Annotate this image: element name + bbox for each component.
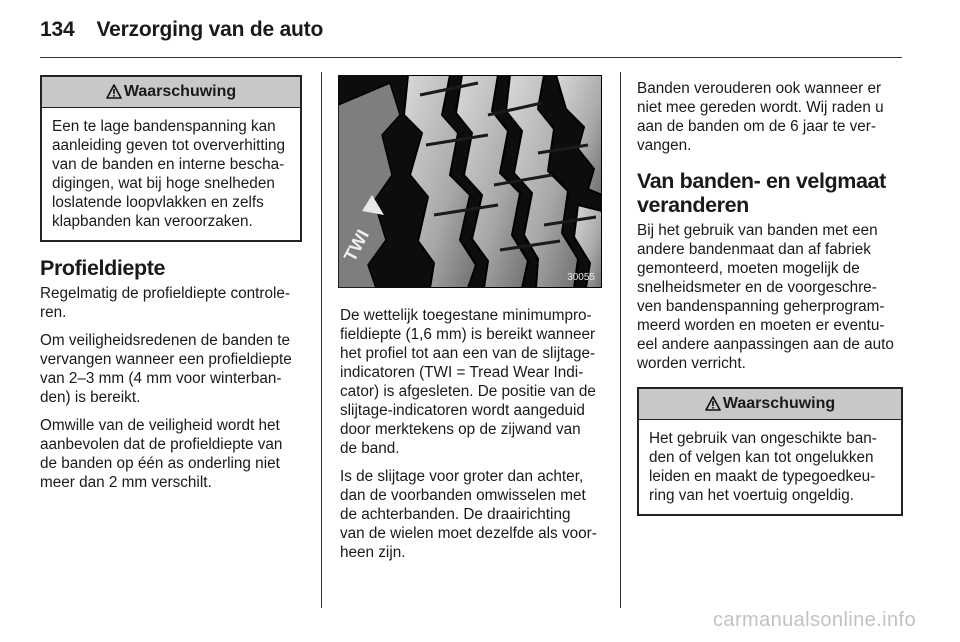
text-line: eel andere aanpassingen aan de auto bbox=[637, 336, 894, 353]
figure-code: 30055 bbox=[567, 272, 595, 283]
text-line: de achterbanden. De draairichting bbox=[340, 506, 571, 523]
text-line: andere bandenmaat dan af fabriek bbox=[637, 241, 871, 258]
text-line: ven bandenspanning geherprogram- bbox=[637, 298, 885, 315]
header-rule bbox=[40, 57, 902, 58]
text-line: Is de slijtage voor groter dan achter, bbox=[340, 468, 584, 485]
paragraph bbox=[40, 331, 302, 407]
text-line: leiden en maakt de typegoedkeu- bbox=[649, 468, 876, 485]
text-line: De wettelijk toegestane minimumpro- bbox=[340, 307, 592, 324]
text-line: dan de voorbanden omwisselen met bbox=[340, 487, 586, 504]
warning-title: Waarschuwing bbox=[722, 395, 836, 412]
text-line: Een te lage bandenspanning kan bbox=[52, 118, 276, 135]
text-line: de banden op één as onderling niet bbox=[40, 455, 280, 472]
paragraph bbox=[40, 284, 302, 322]
left-column bbox=[40, 75, 302, 501]
tire-tread-icon bbox=[338, 75, 602, 288]
warning-header bbox=[639, 389, 901, 420]
page-header bbox=[40, 18, 323, 42]
text-line: door merktekens op de zijwand van bbox=[340, 421, 581, 438]
text-line: den of velgen kan tot ongelukken bbox=[649, 449, 874, 466]
text-line: Het gebruik van ongeschikte ban- bbox=[649, 430, 877, 447]
text-line: indicatoren (TWI = Tread Wear Indi- bbox=[340, 364, 584, 381]
page-title: Verzorging van de auto bbox=[96, 18, 324, 41]
text-line: aanleiding geven tot oververhitting bbox=[52, 137, 286, 154]
section-heading-bandenmaat bbox=[637, 169, 903, 217]
heading-line: Van banden- en velgmaat bbox=[637, 169, 886, 193]
text-line: digingen, wat bij hoge snelheden bbox=[52, 175, 275, 192]
text-line: worden verricht. bbox=[637, 355, 746, 372]
twi-label: TWI bbox=[339, 226, 374, 265]
text-line: meerd worden en moeten er eventu- bbox=[637, 317, 885, 334]
warning-box bbox=[40, 75, 302, 242]
text-line: Om veiligheidsredenen de banden te bbox=[40, 332, 291, 349]
text-line: cator) is afgesleten. De positie van de bbox=[340, 383, 596, 400]
column-divider-left bbox=[321, 72, 322, 608]
text-line: ring van het voertuig ongeldig. bbox=[649, 487, 854, 504]
text-line: Regelmatig de profieldiepte controle- bbox=[40, 285, 290, 302]
paragraph bbox=[637, 221, 903, 373]
text-line: Bij het gebruik van banden met een bbox=[637, 222, 878, 239]
paragraph bbox=[340, 467, 604, 562]
warning-header bbox=[42, 77, 300, 108]
text-line: heen zijn. bbox=[340, 544, 406, 561]
text-line: Omwille van de veiligheid wordt het bbox=[40, 417, 280, 434]
warning-triangle-icon bbox=[705, 396, 721, 411]
warning-text bbox=[42, 108, 300, 240]
paragraph bbox=[40, 416, 302, 492]
text-line: niet mee gereden wordt. Wij raden u bbox=[637, 99, 884, 116]
page-number: 134 bbox=[40, 18, 75, 41]
text-line: van 2–3 mm (4 mm voor winterban- bbox=[40, 370, 282, 387]
text-line: meer dan 2 mm verschilt. bbox=[40, 474, 212, 491]
text-line: snelheidsmeter en de voorgeschre- bbox=[637, 279, 877, 296]
tire-tread-image bbox=[338, 75, 602, 288]
warning-triangle-icon bbox=[106, 84, 122, 99]
text-line: loslatende loopvlakken en zelfs bbox=[52, 194, 264, 211]
text-line: de band. bbox=[340, 440, 400, 457]
right-column bbox=[637, 79, 903, 516]
text-line: Banden verouderen ook wanneer er bbox=[637, 80, 882, 97]
text-line: fieldiepte (1,6 mm) is bereikt wanneer bbox=[340, 326, 596, 343]
section-heading-profieldiepte: Profieldiepte bbox=[40, 256, 166, 280]
paragraph bbox=[637, 79, 903, 155]
text-line: aan de banden om de 6 jaar te ver- bbox=[637, 118, 876, 135]
text-line: ren. bbox=[40, 304, 67, 321]
middle-column bbox=[340, 306, 604, 571]
text-line: van de banden en interne bescha- bbox=[52, 156, 285, 173]
text-line: klapbanden kan veroorzaken. bbox=[52, 213, 253, 230]
column-divider-right bbox=[620, 72, 621, 608]
text-line: het profiel tot aan een van de slijtage- bbox=[340, 345, 596, 362]
warning-title: Waarschuwing bbox=[123, 83, 237, 100]
text-line: van de wielen moet dezelfde als voor- bbox=[340, 525, 597, 542]
text-line: slijtage-indicatoren wordt aangeduid bbox=[340, 402, 585, 419]
text-line: aanbevolen dat de profieldiepte van bbox=[40, 436, 283, 453]
text-line: gemonteerd, moeten mogelijk de bbox=[637, 260, 860, 277]
paragraph bbox=[340, 306, 604, 458]
text-line: vangen. bbox=[637, 137, 692, 154]
warning-box bbox=[637, 387, 903, 516]
heading-line: veranderen bbox=[637, 193, 749, 217]
text-line: vervangen wanneer een profieldiepte bbox=[40, 351, 292, 368]
text-line: den) is bereikt. bbox=[40, 389, 141, 406]
watermark: carmanualsonline.info bbox=[713, 609, 916, 631]
warning-text bbox=[639, 420, 901, 514]
